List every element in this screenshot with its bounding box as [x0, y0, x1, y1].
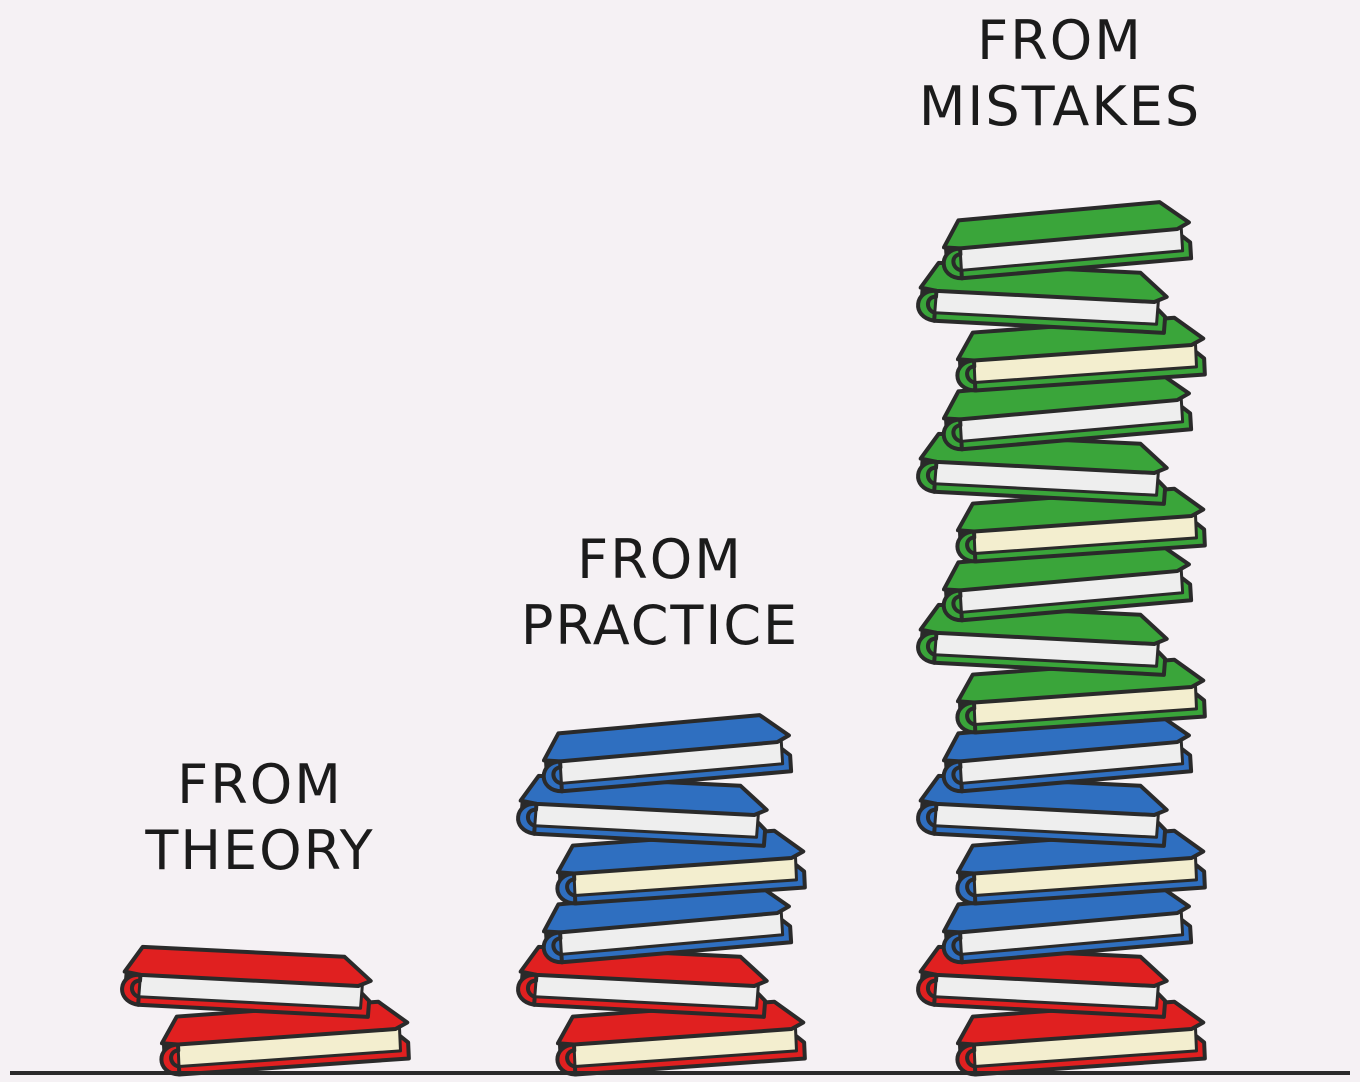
- practice-label: [500, 527, 820, 659]
- practice-label-line-2: PRACTICE: [520, 594, 800, 657]
- practice-label-line-1: FROM: [577, 528, 743, 591]
- theory-label-line-2: THEORY: [145, 819, 375, 882]
- practice-book-stack: [517, 713, 805, 1075]
- theory-book-red: [121, 940, 373, 1023]
- theory-label: [110, 752, 410, 884]
- mistakes-label-line-2: MISTAKES: [918, 75, 1202, 138]
- mistakes-book-stack: [917, 200, 1205, 1075]
- mistakes-label: [890, 8, 1230, 140]
- practice-book-blue: [541, 713, 792, 792]
- mistakes-book-green: [941, 200, 1192, 279]
- theory-book-stack: [121, 940, 409, 1076]
- theory-label-line-1: FROM: [177, 753, 343, 816]
- mistakes-label-line-1: FROM: [977, 9, 1143, 72]
